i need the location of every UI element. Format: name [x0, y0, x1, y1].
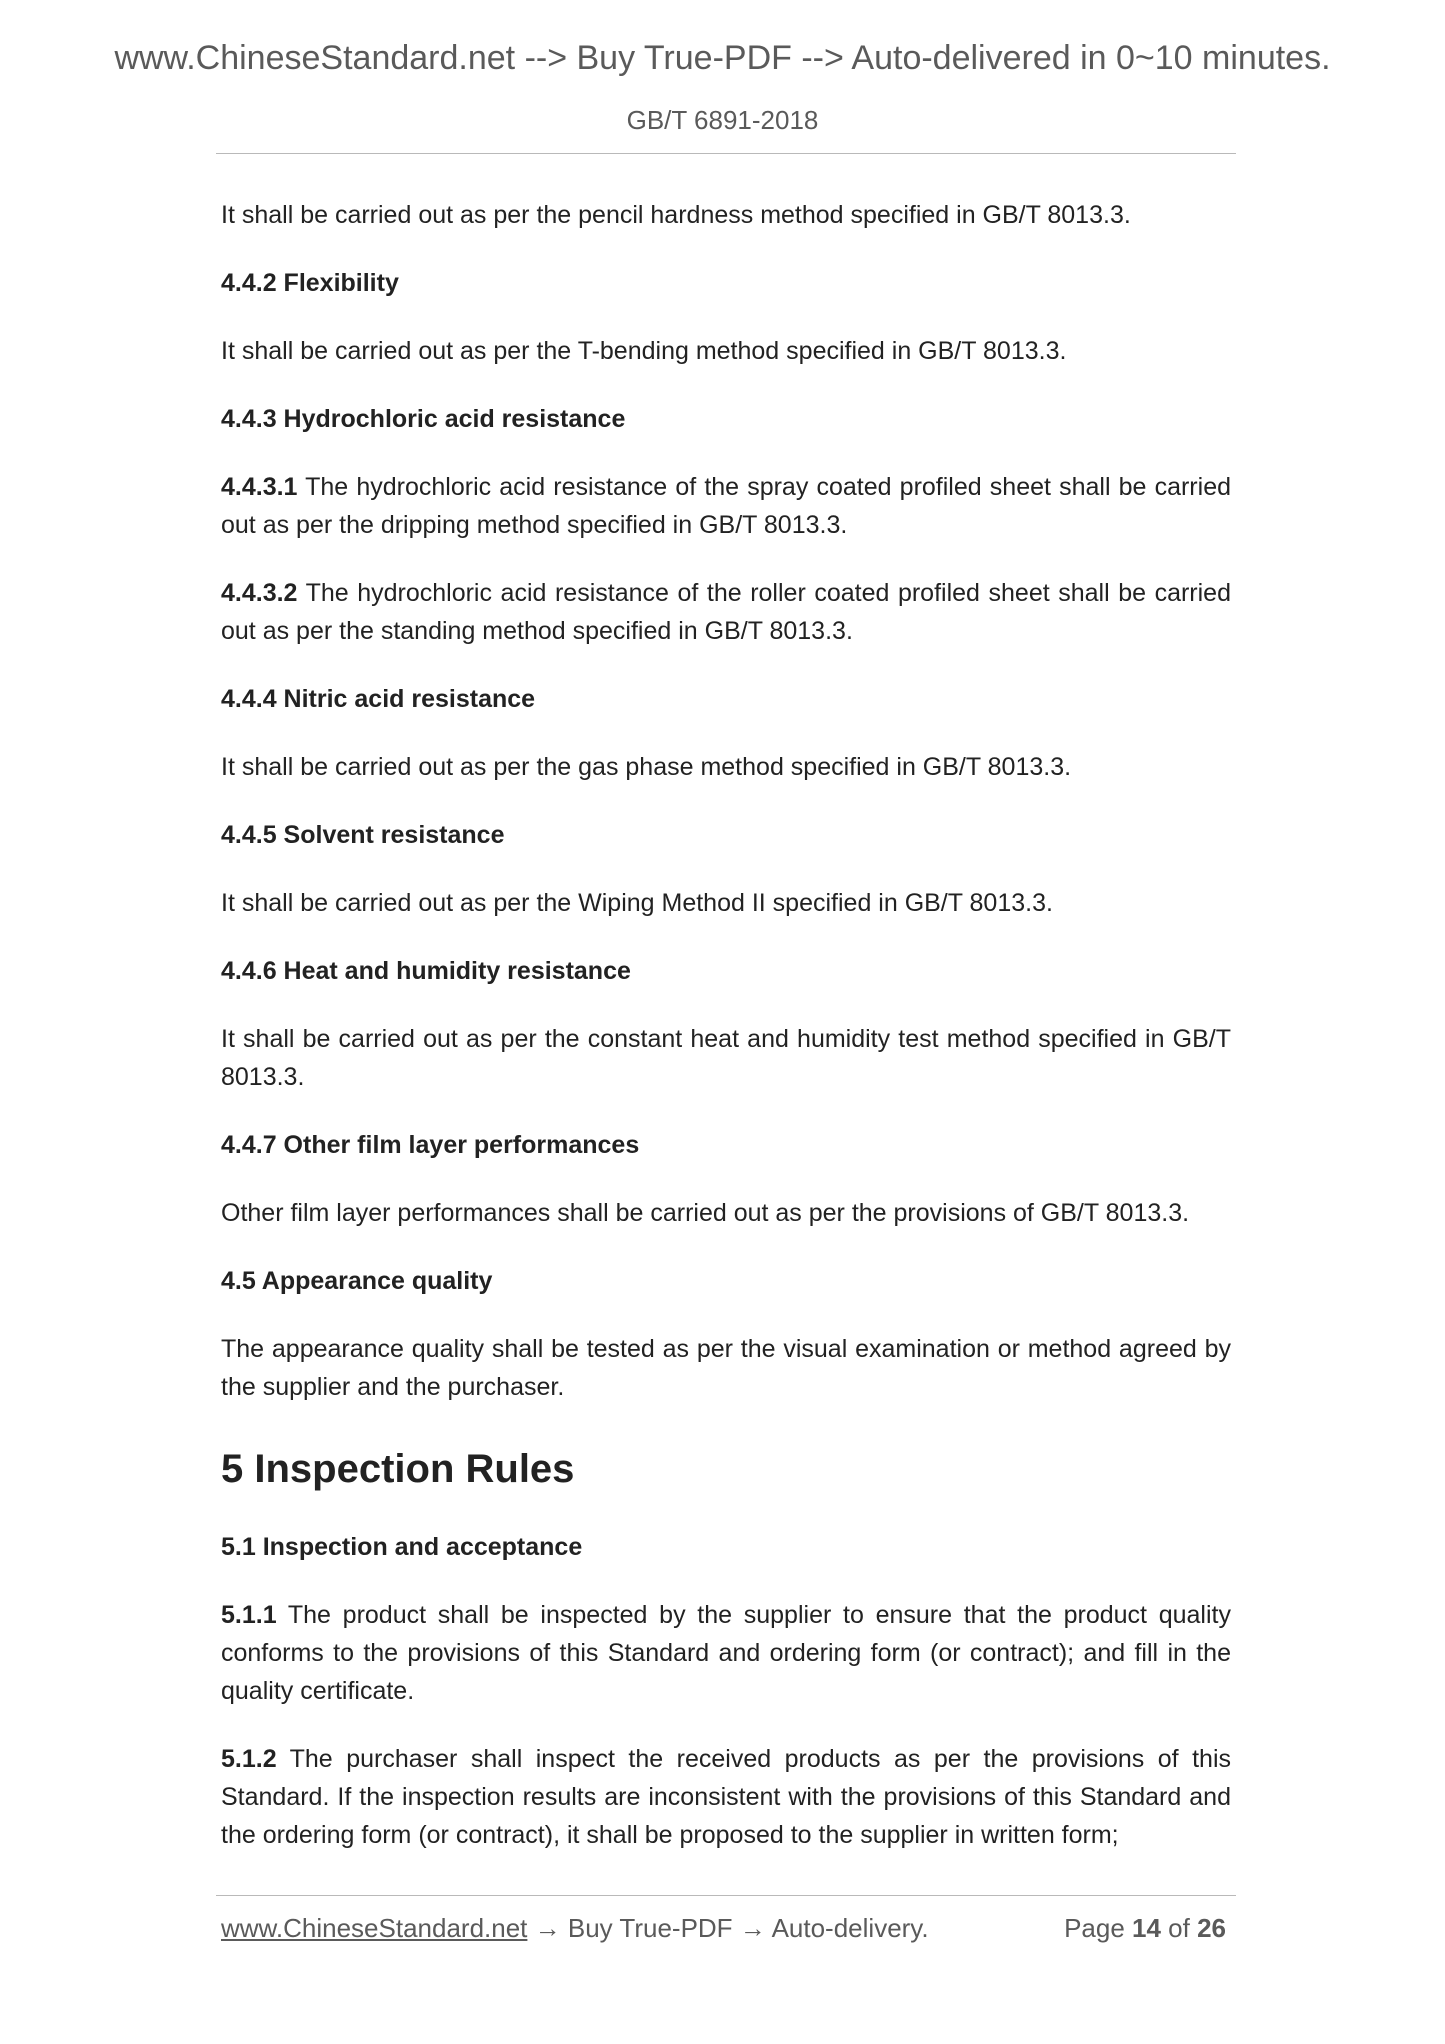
clause-number: 5.1.2 — [221, 1745, 277, 1773]
page-footer — [221, 1911, 1226, 1945]
chapter-title-5: 5 Inspection Rules — [221, 1447, 575, 1491]
website-link[interactable]: www.ChineseStandard.net — [221, 1913, 528, 1943]
heading-4-5: 4.5 Appearance quality — [221, 1267, 493, 1295]
page-number — [1064, 1911, 1226, 1945]
heading-4-4-3: 4.4.3 Hydrochloric acid resistance — [221, 405, 626, 433]
clause-number: 5.1.1 — [221, 1601, 277, 1629]
heading-4-4-2: 4.4.2 Flexibility — [221, 269, 399, 297]
clause-text: The hydrochloric acid resistance of the roller coated profiled sheet shall be carried out as per the standing method specified in GB/T 8013.3. — [221, 579, 1231, 645]
clause-text: The purchaser shall inspect the received products as per the provisions of this Standard. If the inspection results are inconsistent with the provisions of this Standard and the ordering form (or contract), it shall be proposed to the supplier in written form; — [221, 1745, 1231, 1849]
heading-4-4-4: 4.4.4 Nitric acid resistance — [221, 685, 536, 713]
paragraph-pencil-hardness: It shall be carried out as per the pencil hardness method specified in GB/T 8013.3. — [221, 201, 1131, 229]
page-content — [221, 196, 1231, 1884]
clause-number: 4.4.3.2 — [221, 579, 298, 607]
clause-number: 4.4.3.1 — [221, 473, 298, 501]
paragraph-5-1-2 — [221, 1740, 1231, 1854]
clause-text: The hydrochloric acid resistance of the spray coated profiled sheet shall be carried out as per the dripping method specified in GB/T 8013.3. — [221, 473, 1231, 539]
of-label: of — [1160, 1913, 1198, 1943]
paragraph-4-4-4: It shall be carried out as per the gas phase method specified in GB/T 8013.3. — [221, 753, 1072, 781]
current-page: 14 — [1132, 1913, 1161, 1943]
total-pages: 26 — [1197, 1913, 1226, 1943]
header-divider — [216, 153, 1236, 154]
header-banner: www.ChineseStandard.net --> Buy True-PDF --> Auto-delivered in 0~10 minutes. — [114, 39, 1331, 77]
footer-divider — [216, 1895, 1236, 1896]
paragraph-4-5: The appearance quality shall be tested as per the visual examination or method agreed by the supplier and the purchaser. — [221, 1335, 1231, 1401]
paragraph-4-4-2: It shall be carried out as per the T-bending method specified in GB/T 8013.3. — [221, 337, 1067, 365]
footer-tagline: → Buy True-PDF → Auto-delivery. — [527, 1913, 929, 1943]
paragraph-5-1-1 — [221, 1596, 1231, 1710]
clause-text: The product shall be inspected by the supplier to ensure that the product quality conforms to the provisions of this Standard and ordering form (or contract); and fill in the quality certificate. — [221, 1601, 1231, 1705]
heading-4-4-6: 4.4.6 Heat and humidity resistance — [221, 957, 631, 985]
paragraph-4-4-3-2 — [221, 574, 1231, 650]
heading-4-4-5: 4.4.5 Solvent resistance — [221, 821, 505, 849]
document-code: GB/T 6891-2018 — [626, 105, 819, 135]
paragraph-4-4-5: It shall be carried out as per the Wiping Method II specified in GB/T 8013.3. — [221, 889, 1053, 917]
paragraph-4-4-6: It shall be carried out as per the constant heat and humidity test method specified in GB/T 8013.3. — [221, 1025, 1231, 1091]
heading-5-1: 5.1 Inspection and acceptance — [221, 1533, 583, 1561]
paragraph-4-4-7: Other film layer performances shall be carried out as per the provisions of GB/T 8013.3. — [221, 1199, 1190, 1227]
page-label: Page — [1064, 1913, 1133, 1943]
heading-4-4-7: 4.4.7 Other film layer performances — [221, 1131, 640, 1159]
paragraph-4-4-3-1 — [221, 468, 1231, 544]
